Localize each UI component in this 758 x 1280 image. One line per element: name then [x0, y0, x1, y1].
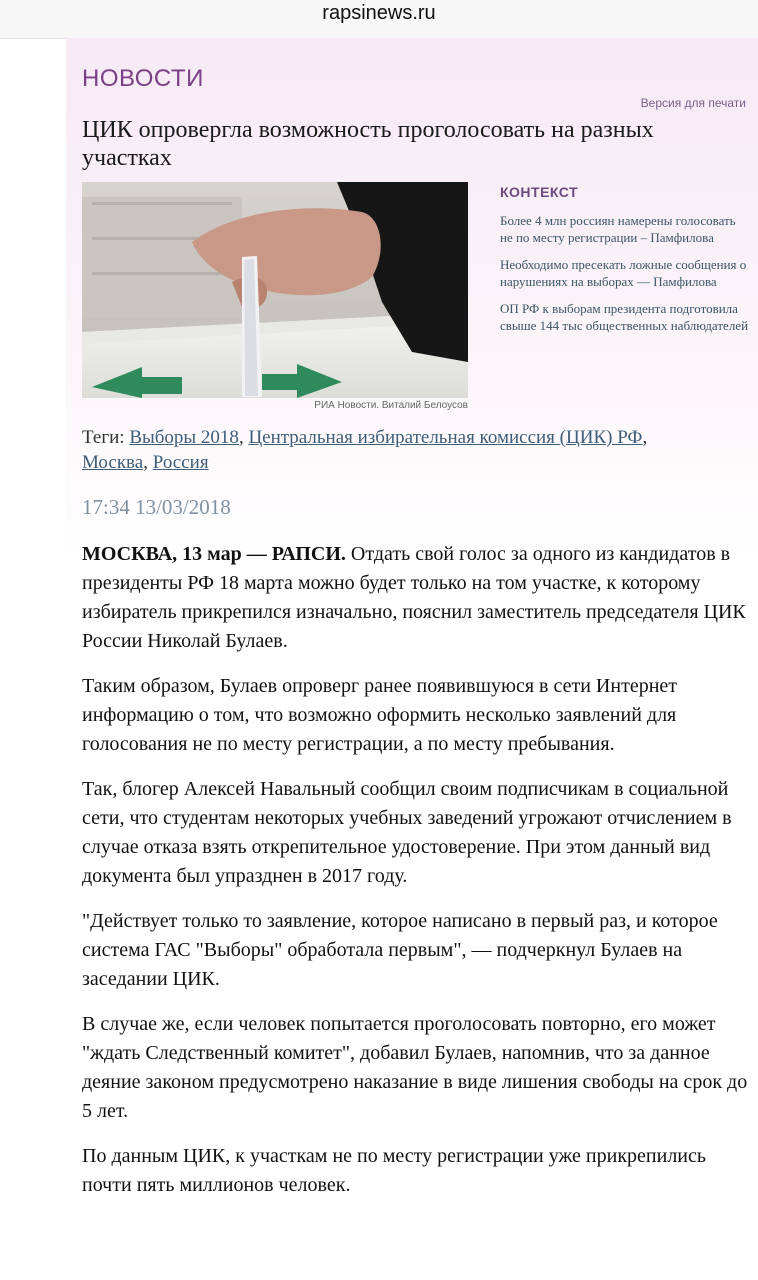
section-title[interactable]: НОВОСТИ	[82, 65, 204, 92]
tag-link-elections-2018[interactable]: Выборы 2018	[129, 427, 239, 448]
article-paragraph: Так, блогер Алексей Навальный сообщил своим подписчикам в социальной сети, что студентам некоторых учебных заведений угрожают отчислением в случае отказа взять открепительное удостоверение. При этом данный вид документа был упразднен в 2017 году.	[82, 778, 732, 887]
tags-line	[82, 425, 702, 475]
publish-datetime: 17:34 13/03/2018	[82, 495, 231, 519]
article-photo	[82, 182, 468, 398]
article-body	[82, 540, 750, 1216]
print-version-link[interactable]: Версия для печати	[640, 96, 746, 110]
article-paragraph: В случае же, если человек попытается проголосовать повторно, его может "ждать Следственный комитет", добавил Булаев, напомнив, что за данное деяние законом предусмотрено наказание в виде лишения свободы на срок до 5 лет.	[82, 1013, 748, 1122]
article-paragraph	[82, 540, 750, 656]
browser-address-bar[interactable]	[0, 0, 758, 39]
photo-caption: РИА Новости. Виталий Белоусов	[314, 400, 468, 411]
context-link[interactable]: ОП РФ к выборам президента подготовила свыше 144 тыс общественных наблюдателей	[500, 301, 749, 333]
article-text: Отдать свой голос за одного из кандидатов в президенты РФ 18 марта можно будет только на том участке, к которому избиратель прикрепился изначально, пояснил заместитель председателя ЦИК России Николай Булаев.	[82, 543, 746, 652]
context-link[interactable]: Необходимо пресекать ложные сообщения о нарушениях на выборах — Памфилова	[500, 257, 747, 289]
context-panel	[500, 182, 750, 344]
tag-link-russia[interactable]: Россия	[152, 452, 209, 473]
url-text[interactable]: rapsinews.ru	[322, 2, 436, 24]
tag-separator: ,	[642, 427, 648, 448]
tags-label: Теги:	[82, 427, 125, 448]
tag-link-cec[interactable]: Центральная избирательная комиссия (ЦИК) РФ	[248, 427, 643, 448]
tag-separator: ,	[238, 427, 249, 448]
context-title: КОНТЕКСТ	[500, 184, 579, 200]
context-link[interactable]: Более 4 млн россиян намерены голосовать не по месту регистрации – Памфилова	[500, 213, 736, 245]
article-paragraph: "Действует только то заявление, которое написано в первый раз, и которое система ГАС "Выборы" обработала первым", — подчеркнул Булаев на заседании ЦИК.	[82, 910, 718, 990]
article-headline: ЦИК опровергла возможность проголосовать на разных участках	[82, 117, 654, 171]
article-lead: МОСКВА, 13 мар — РАПСИ.	[82, 543, 346, 565]
article-paragraph: Таким образом, Булаев опроверг ранее появившуюся в сети Интернет информацию о том, что возможно оформить несколько заявлений для голосования не по месту регистрации, а по месту пребывания.	[82, 675, 678, 755]
tag-link-moscow[interactable]: Москва	[82, 452, 144, 473]
ballot-box-photo	[82, 182, 468, 398]
article-paragraph: По данным ЦИК, к участкам не по месту регистрации уже прикрепились почти пять миллионов человек.	[82, 1145, 706, 1196]
tag-separator: ,	[143, 452, 153, 473]
